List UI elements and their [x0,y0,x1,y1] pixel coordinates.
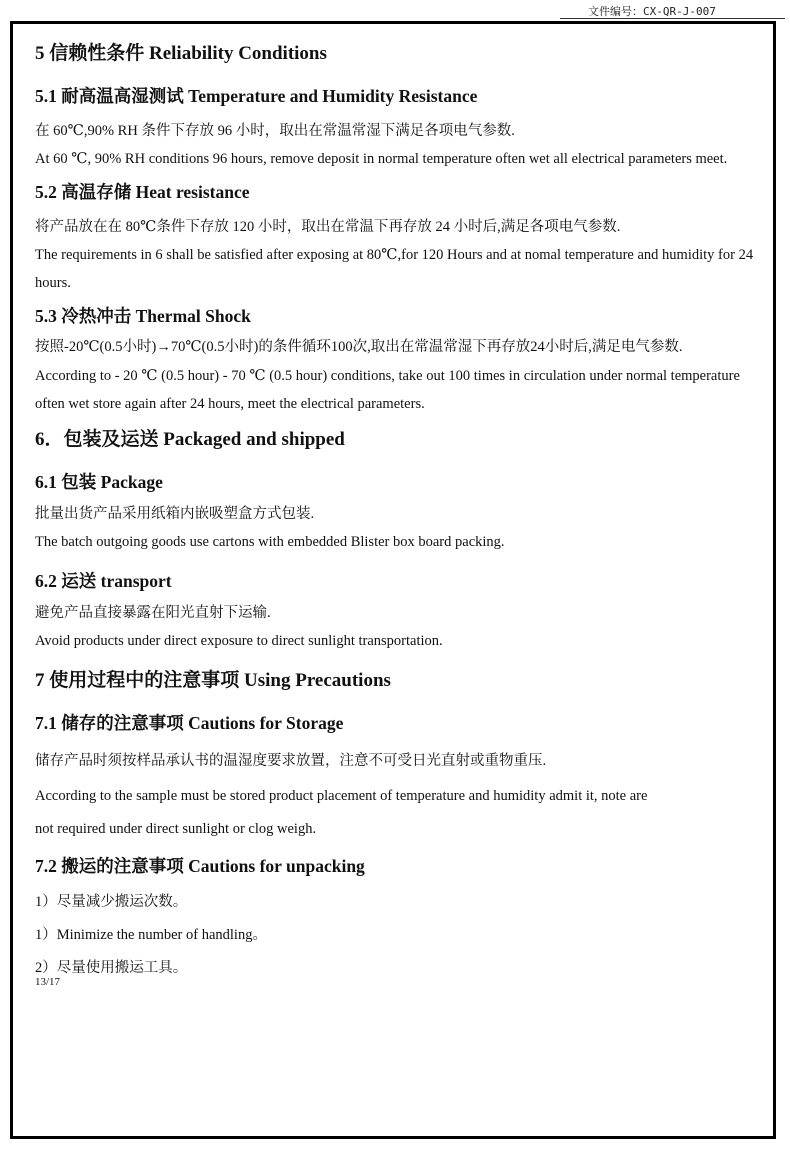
section-5-3-zh: 按照-20℃(0.5小时)→70℃(0.5小时)的条件循环100次,取出在常温常湿下再存放24小时后,满足电气参数. [35,339,683,355]
section-5-title: 5 信赖性条件 Reliability Conditions [35,43,327,64]
section-6-2-en: Avoid products under direct exposure to direct sunlight transportation. [35,633,443,649]
section-5-2-zh: 将产品放在在 80℃条件下存放 120 小时，取出在常温下再存放 24 小时后,满足各项电气参数. [35,219,621,235]
section-6-1-title: 6.1 包装 Package [35,472,163,492]
section-7-1-title: 7.1 储存的注意事项 Cautions for Storage [35,713,344,733]
section-7-title: 7 使用过程中的注意事项 Using Precautions [35,670,391,691]
section-5-1-zh: 在 60℃,90% RH 条件下存放 96 小时，取出在常温常湿下满足各项电气参数. [35,123,515,139]
section-6-2-zh: 避免产品直接暴露在阳光直射下运输. [35,605,271,621]
section-6-1-zh: 批量出货产品采用纸箱内嵌吸塑盒方式包装. [35,506,315,522]
header-rule [560,18,785,19]
document-number: 文件编号：CX-QR-J-007 [588,5,716,18]
section-5-3-en: According to - 20 ℃ (0.5 hour) - 70 ℃ (0.5 hour) conditions, take out 100 times in circulation under normal temperature often wet store again after 24 hours, meet the electrical parameters. [35,368,740,412]
section-6-2-title: 6.2 运送 transport [35,571,172,591]
section-7-2-item1-en: 1）Minimize the number of handling。 [35,927,267,943]
page-content [35,36,755,988]
section-6-title: 6．包装及运送 Packaged and shipped [35,429,345,450]
section-7-2-item1-zh: 1）尽量减少搬运次数。 [35,894,188,910]
page-frame [10,21,776,1139]
section-7-1-en-line1: According to the sample must be stored product placement of temperature and humidity admit it, note are [35,788,648,804]
section-5-1-title: 5.1 耐高温高湿测试 Temperature and Humidity Resistance [35,86,478,106]
section-7-2-item2-zh: 2）尽量使用搬运工具。 [35,960,188,976]
section-7-1-zh: 储存产品时须按样品承认书的温湿度要求放置，注意不可受日光直射或重物重压. [35,753,547,769]
section-7-1-en-line2: not required under direct sunlight or clog weigh. [35,821,317,837]
page-number: 13/17 [35,976,61,988]
section-5-2-en: The requirements in 6 shall be satisfied after exposing at 80℃,for 120 Hours and at nomal temperature and humidity for 24 hours. [35,247,754,291]
section-5-3-title: 5.3 冷热冲击 Thermal Shock [35,306,251,326]
section-5-1-en: At 60 ℃, 90% RH conditions 96 hours, remove deposit in normal temperature often wet all electrical parameters meet. [35,151,728,167]
section-6-1-en: The batch outgoing goods use cartons with embedded Blister box board packing. [35,534,505,550]
section-7-2-title: 7.2 搬运的注意事项 Cautions for unpacking [35,856,365,876]
section-5-2-title: 5.2 高温存储 Heat resistance [35,182,250,202]
